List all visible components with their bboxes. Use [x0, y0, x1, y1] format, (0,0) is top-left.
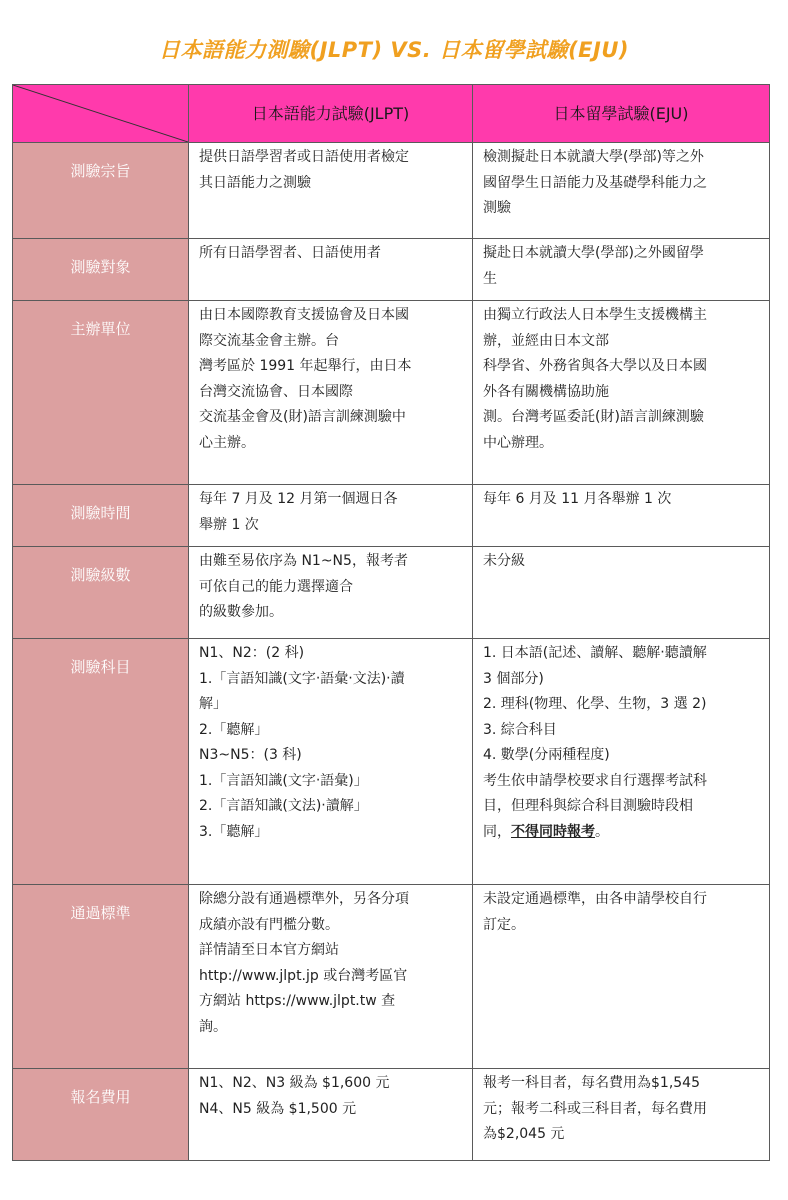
jlpt-cell — [189, 547, 473, 639]
cell-line: 辦，並經由日本文部 — [483, 332, 609, 349]
table-header-row — [13, 85, 770, 143]
eju-cell — [473, 639, 770, 885]
cell-line: 國留學生日語能力及基礎學科能力之 — [483, 174, 707, 191]
table-row — [13, 639, 770, 885]
cell-line: 舉辦 1 次 — [199, 516, 259, 533]
table-row — [13, 885, 770, 1069]
cell-line: 每年 7 月及 12 月第一個週日各 — [199, 491, 398, 507]
row-label: 通過標準 — [13, 885, 189, 1069]
jlpt-cell — [189, 485, 473, 547]
comparison-table — [12, 84, 770, 1161]
row-label: 測驗宗旨 — [13, 143, 189, 239]
eju-cell — [473, 485, 770, 547]
cell-line: 灣考區於 1991 年起舉行，由日本 — [199, 358, 412, 374]
cell-line: 由獨立行政法人日本學生支援機構主 — [483, 307, 707, 323]
cell-line: N1、N2：(2 科) — [199, 645, 305, 661]
eju-cell — [473, 301, 770, 485]
cell-line: 台灣交流協會、日本國際 — [199, 383, 353, 400]
table-row — [13, 301, 770, 485]
cell-line: 目，但理科與綜合科目測驗時段相 — [483, 798, 693, 814]
table-row — [13, 143, 770, 239]
text-post: 。 — [595, 823, 609, 840]
cell-line: N1、N2、N3 級為 $1,600 元 — [199, 1075, 390, 1091]
jlpt-cell — [189, 1069, 473, 1161]
emphasis-text: 不得同時報考 — [511, 823, 595, 840]
cell-line: 的級數參加。 — [199, 604, 283, 620]
cell-line: 中心辦理。 — [483, 434, 553, 451]
row-label: 測驗科目 — [13, 639, 189, 885]
header-eju: 日本留學試驗(EJU) — [473, 85, 770, 143]
cell-line: 方網站 https://www.jlpt.tw 查 — [199, 993, 396, 1009]
cell-line: 詳情請至日本官方網站 — [199, 942, 339, 958]
cell-line: 報考一科目者，每名費用為$1,545 — [483, 1075, 700, 1091]
cell-line: 1.「言語知識(文字‧語彙‧文法)‧讀 — [199, 670, 405, 687]
cell-line: 元；報考二科或三科目者，每名費用 — [483, 1100, 707, 1117]
cell-line: 由難至易依序為 N1~N5，報考者 — [199, 553, 408, 569]
cell-line: 心主辦。 — [199, 434, 255, 451]
corner-cell — [13, 85, 189, 143]
table-row — [13, 485, 770, 547]
eju-cell — [473, 239, 770, 301]
row-label: 報名費用 — [13, 1069, 189, 1161]
cell-line: 2.「言語知識(文法)‧讀解」 — [199, 798, 368, 814]
cell-line: 由日本國際教育支援協會及日本國 — [199, 307, 409, 323]
cell-line: 3.「聽解」 — [199, 823, 269, 840]
jlpt-cell — [189, 143, 473, 239]
cell-line: 1. 日本語(記述、讀解、聽解‧聽讀解 — [483, 645, 707, 661]
row-label: 測驗級數 — [13, 547, 189, 639]
cell-line: 科學省、外務省與各大學以及日本國 — [483, 358, 707, 374]
cell-line: http://www.jlpt.jp 或台灣考區官 — [199, 967, 408, 984]
cell-line: 交流基金會及(財)語言訓練測驗中 — [199, 409, 406, 425]
cell-line: 成績亦設有門檻分數。 — [199, 916, 339, 933]
cell-line: 4. 數學(分兩種程度) — [483, 747, 610, 763]
cell-line: 提供日語學習者或日語使用者檢定 — [199, 149, 409, 165]
eju-cell — [473, 1069, 770, 1161]
cell-line: 其日語能力之測驗 — [199, 174, 311, 191]
jlpt-cell — [189, 301, 473, 485]
cell-line: 所有日語學習者、日語使用者 — [199, 245, 381, 261]
text-pre: 同， — [483, 823, 511, 840]
cell-line: 際交流基金會主辦。台 — [199, 332, 339, 349]
cell-line: N4、N5 級為 $1,500 元 — [199, 1100, 357, 1117]
cell-line: 生 — [483, 270, 497, 287]
diagonal-line — [13, 85, 188, 142]
cell-line: 2.「聽解」 — [199, 721, 269, 738]
cell-line: 未分級 — [483, 553, 525, 569]
cell-line: 外各有關機構協助施 — [483, 383, 609, 400]
table-row — [13, 547, 770, 639]
cell-line: 測。台灣考區委託(財)語言訓練測驗 — [483, 409, 704, 425]
cell-line: 未設定通過標準，由各申請學校自行 — [483, 891, 707, 907]
eju-cell — [473, 547, 770, 639]
cell-line: 除總分設有通過標準外，另各分項 — [199, 891, 409, 907]
row-label: 測驗對象 — [13, 239, 189, 301]
cell-line: 詢。 — [199, 1018, 227, 1035]
jlpt-cell — [189, 639, 473, 885]
cell-line: 3. 綜合科目 — [483, 721, 557, 738]
jlpt-cell — [189, 885, 473, 1069]
eju-cell — [473, 143, 770, 239]
header-jlpt: 日本語能力試驗(JLPT) — [189, 85, 473, 143]
cell-line: 3 個部分) — [483, 670, 544, 687]
row-label: 主辦單位 — [13, 301, 189, 485]
cell-line: 解」 — [199, 696, 227, 712]
table-row — [13, 1069, 770, 1161]
table-row — [13, 239, 770, 301]
cell-line: 2. 理科(物理、化學、生物，3 選 2) — [483, 696, 707, 712]
cell-line: 訂定。 — [483, 916, 525, 933]
cell-line: 檢測擬赴日本就讀大學(學部)等之外 — [483, 149, 704, 165]
jlpt-cell — [189, 239, 473, 301]
cell-line: 每年 6 月及 11 月各舉辦 1 次 — [483, 491, 672, 507]
cell-line: 可依自己的能力選擇適合 — [199, 578, 353, 595]
eju-cell — [473, 885, 770, 1069]
cell-line: N3~N5：(3 科) — [199, 747, 302, 763]
cell-line: 考生依申請學校要求自行選擇考試科 — [483, 772, 707, 789]
row-label: 測驗時間 — [13, 485, 189, 547]
cell-line-last — [483, 820, 761, 846]
page-title: 日本語能力測驗(JLPT) VS. 日本留學試驗(EJU) — [159, 38, 629, 62]
cell-line: 為$2,045 元 — [483, 1126, 565, 1142]
cell-line: 1.「言語知識(文字‧語彙)」 — [199, 772, 368, 789]
cell-line: 擬赴日本就讀大學(學部)之外國留學 — [483, 245, 704, 261]
cell-line: 測驗 — [483, 200, 511, 216]
